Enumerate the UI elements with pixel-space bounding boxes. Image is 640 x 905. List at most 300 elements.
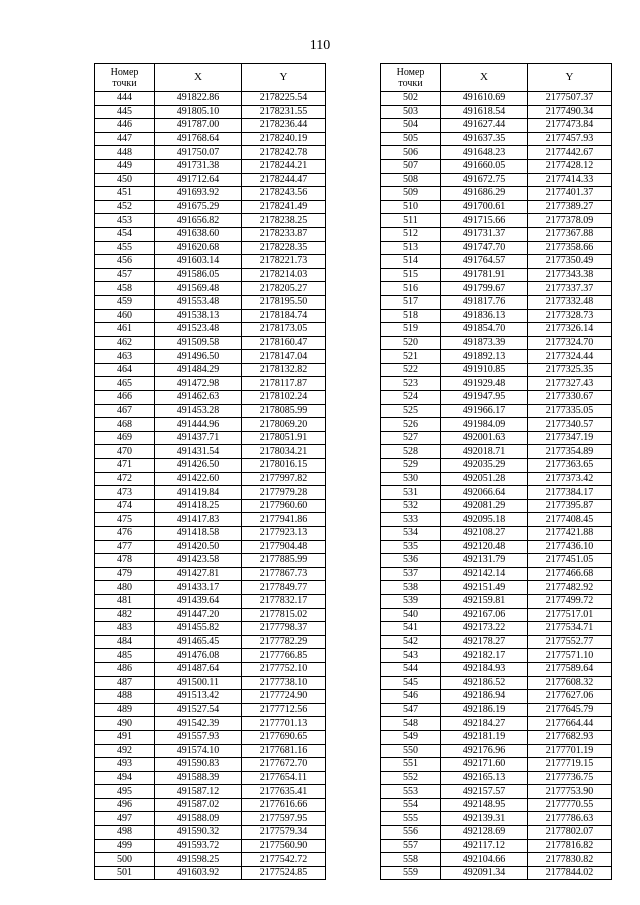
table-row [381,404,612,418]
x-coordinate-cell: 491484.29 [155,363,242,377]
x-coordinate-cell: 491453.28 [155,404,242,418]
y-coordinate-cell: 2177324.70 [528,336,612,350]
x-coordinate-cell: 491500.11 [155,676,242,690]
point-number-cell: 456 [95,255,155,269]
x-coordinate-cell: 491731.38 [155,159,242,173]
y-coordinate-cell: 2177770.55 [528,798,612,812]
y-coordinate-cell: 2178214.03 [242,268,326,282]
y-coordinate-cell: 2177457.93 [528,132,612,146]
table-row [381,431,612,445]
point-number-cell: 498 [95,826,155,840]
y-coordinate-cell: 2177335.05 [528,404,612,418]
point-number-cell: 553 [381,785,441,799]
point-number-cell: 465 [95,377,155,391]
point-number-cell: 500 [95,853,155,867]
x-coordinate-cell: 492066.64 [441,486,528,500]
point-number-cell: 494 [95,771,155,785]
table-row [95,431,326,445]
point-number-cell: 457 [95,268,155,282]
table-row [95,336,326,350]
x-coordinate-cell: 491431.54 [155,445,242,459]
point-number-cell: 469 [95,431,155,445]
point-number-cell: 467 [95,404,155,418]
point-number-cell: 511 [381,214,441,228]
x-coordinate-cell: 491476.08 [155,649,242,663]
table-row [95,826,326,840]
table-row [381,567,612,581]
table-row [381,295,612,309]
table-row [381,132,612,146]
y-coordinate-cell: 2177635.41 [242,785,326,799]
point-number-cell: 463 [95,350,155,364]
y-coordinate-cell: 2177358.66 [528,241,612,255]
table-row [381,445,612,459]
table-row [95,499,326,513]
y-coordinate-cell: 2178243.56 [242,187,326,201]
table-row [95,690,326,704]
x-coordinate-cell: 491420.50 [155,540,242,554]
y-coordinate-cell: 2178244.21 [242,159,326,173]
table-row [95,159,326,173]
table-row [95,214,326,228]
x-coordinate-cell: 491750.07 [155,146,242,160]
point-number-cell: 501 [95,866,155,880]
y-coordinate-cell: 2178117.87 [242,377,326,391]
x-coordinate-cell: 492171.60 [441,758,528,772]
table-row [381,323,612,337]
table-row [381,227,612,241]
y-coordinate-cell: 2177844.02 [528,866,612,880]
table-row [381,268,612,282]
point-number-cell: 514 [381,255,441,269]
point-number-cell: 445 [95,105,155,119]
table-row [95,200,326,214]
x-coordinate-cell: 491693.92 [155,187,242,201]
point-number-cell: 507 [381,159,441,173]
x-coordinate-cell: 491731.37 [441,227,528,241]
y-coordinate-cell: 2177798.37 [242,622,326,636]
x-coordinate-cell: 492139.31 [441,812,528,826]
point-number-cell: 559 [381,866,441,880]
point-number-cell: 506 [381,146,441,160]
point-number-cell: 556 [381,826,441,840]
x-coordinate-cell: 491620.68 [155,241,242,255]
x-coordinate-cell: 492095.18 [441,513,528,527]
y-coordinate-cell: 2177766.85 [242,649,326,663]
x-coordinate-cell: 491586.05 [155,268,242,282]
x-coordinate-cell: 491712.64 [155,173,242,187]
x-coordinate-cell: 491433.17 [155,581,242,595]
y-coordinate-cell: 2178236.44 [242,119,326,133]
point-number-header-line2: точки [398,77,423,89]
x-coordinate-cell: 492165.13 [441,771,528,785]
y-coordinate-cell: 2177815.02 [242,608,326,622]
x-coordinate-cell: 492173.22 [441,622,528,636]
y-coordinate-cell: 2178240.19 [242,132,326,146]
x-coordinate-cell: 491610.69 [441,92,528,106]
y-coordinate-cell: 2177579.34 [242,826,326,840]
x-coordinate-cell: 491590.32 [155,826,242,840]
point-number-cell: 491 [95,730,155,744]
table-row [381,608,612,622]
table-row [95,866,326,880]
x-coordinate-cell: 492148.95 [441,798,528,812]
x-coordinate-cell: 492159.81 [441,594,528,608]
x-coordinate-cell: 491462.63 [155,391,242,405]
y-coordinate-cell: 2178173.05 [242,323,326,337]
point-number-cell: 497 [95,812,155,826]
point-number-cell: 452 [95,200,155,214]
table-row [381,377,612,391]
table-row [95,295,326,309]
x-coordinate-cell: 492091.34 [441,866,528,880]
x-coordinate-cell: 492182.17 [441,649,528,663]
table-row [95,730,326,744]
y-coordinate-cell: 2177941.86 [242,513,326,527]
y-coordinate-cell: 2177367.88 [528,227,612,241]
table-row [381,241,612,255]
y-coordinate-cell: 2177712.56 [242,703,326,717]
point-number-header [381,64,441,92]
x-coordinate-cell: 491787.00 [155,119,242,133]
y-coordinate-cell: 2177786.63 [528,812,612,826]
x-coordinate-cell: 491747.70 [441,241,528,255]
point-number-cell: 480 [95,581,155,595]
table-row [381,758,612,772]
x-coordinate-cell: 491419.84 [155,486,242,500]
point-number-cell: 548 [381,717,441,731]
point-number-cell: 499 [95,839,155,853]
table-row [381,866,612,880]
point-number-cell: 449 [95,159,155,173]
point-number-cell: 522 [381,363,441,377]
y-coordinate-cell: 2177325.35 [528,363,612,377]
y-header: Y [528,64,612,92]
point-number-cell: 450 [95,173,155,187]
table-row [381,459,612,473]
x-coordinate-cell: 491417.83 [155,513,242,527]
x-coordinate-cell: 491603.92 [155,866,242,880]
table-row [381,513,612,527]
y-coordinate-cell: 2177979.28 [242,486,326,500]
table-row [95,486,326,500]
y-coordinate-cell: 2177428.12 [528,159,612,173]
table-row [95,676,326,690]
y-coordinate-cell: 2177997.82 [242,472,326,486]
point-number-cell: 544 [381,662,441,676]
point-number-cell: 461 [95,323,155,337]
x-coordinate-cell: 491947.95 [441,391,528,405]
point-number-cell: 529 [381,459,441,473]
x-coordinate-cell: 491700.61 [441,200,528,214]
x-coordinate-cell: 492167.06 [441,608,528,622]
x-coordinate-cell: 492051.28 [441,472,528,486]
point-number-cell: 538 [381,581,441,595]
point-number-cell: 495 [95,785,155,799]
x-coordinate-cell: 491418.58 [155,527,242,541]
point-number-cell: 477 [95,540,155,554]
table-row [95,554,326,568]
y-coordinate-cell: 2177802.07 [528,826,612,840]
table-row [95,445,326,459]
y-coordinate-cell: 2178132.82 [242,363,326,377]
point-number-cell: 454 [95,227,155,241]
table-body [95,92,326,880]
y-coordinate-cell: 2177517.01 [528,608,612,622]
point-number-cell: 513 [381,241,441,255]
table-row [381,146,612,160]
y-coordinate-cell: 2178147.04 [242,350,326,364]
table-row [381,649,612,663]
x-coordinate-cell: 492186.19 [441,703,528,717]
x-coordinate-cell: 492035.29 [441,459,528,473]
table-row [95,350,326,364]
table-row [95,513,326,527]
point-number-cell: 466 [95,391,155,405]
x-coordinate-cell: 491557.93 [155,730,242,744]
y-coordinate-cell: 2177904.48 [242,540,326,554]
y-coordinate-cell: 2178160.47 [242,336,326,350]
point-number-cell: 518 [381,309,441,323]
coordinates-table-right [380,63,612,880]
y-coordinate-cell: 2178225.54 [242,92,326,106]
table-row [95,839,326,853]
x-coordinate-cell: 492120.48 [441,540,528,554]
point-number-cell: 447 [95,132,155,146]
y-coordinate-cell: 2177552.77 [528,635,612,649]
y-coordinate-cell: 2177701.19 [528,744,612,758]
y-coordinate-cell: 2177923.13 [242,527,326,541]
y-coordinate-cell: 2177326.14 [528,323,612,337]
y-coordinate-cell: 2177337.37 [528,282,612,296]
table-row [381,812,612,826]
point-number-cell: 557 [381,839,441,853]
y-coordinate-cell: 2177327.43 [528,377,612,391]
y-coordinate-cell: 2178051.91 [242,431,326,445]
point-number-header-line1: Номер [396,66,425,78]
x-coordinate-cell: 491593.72 [155,839,242,853]
y-coordinate-cell: 2177616.66 [242,798,326,812]
x-coordinate-cell: 491603.14 [155,255,242,269]
point-number-cell: 549 [381,730,441,744]
x-coordinate-cell: 491513.42 [155,690,242,704]
point-number-cell: 508 [381,173,441,187]
table-row [95,567,326,581]
point-number-cell: 525 [381,404,441,418]
table-row [381,527,612,541]
table-row [95,717,326,731]
x-coordinate-cell: 491588.09 [155,812,242,826]
y-coordinate-cell: 2177378.09 [528,214,612,228]
table-row [381,105,612,119]
table-header-row [381,64,612,92]
x-coordinate-cell: 491910.85 [441,363,528,377]
x-coordinate-cell: 491675.29 [155,200,242,214]
y-coordinate-cell: 2178195.50 [242,295,326,309]
point-number-cell: 550 [381,744,441,758]
table-row [381,635,612,649]
x-coordinate-cell: 492178.27 [441,635,528,649]
point-number-cell: 524 [381,391,441,405]
x-coordinate-cell: 491627.44 [441,119,528,133]
y-coordinate-cell: 2177738.10 [242,676,326,690]
table-row [95,798,326,812]
point-number-cell: 539 [381,594,441,608]
y-coordinate-cell: 2177682.93 [528,730,612,744]
table-row [381,703,612,717]
x-coordinate-cell: 491423.58 [155,554,242,568]
table-row [381,309,612,323]
table-row [95,459,326,473]
point-number-cell: 547 [381,703,441,717]
point-number-cell: 486 [95,662,155,676]
point-number-cell: 471 [95,459,155,473]
x-coordinate-cell: 492181.19 [441,730,528,744]
x-coordinate-cell: 492157.57 [441,785,528,799]
y-coordinate-cell: 2177690.65 [242,730,326,744]
x-coordinate-cell: 491929.48 [441,377,528,391]
point-number-cell: 470 [95,445,155,459]
x-coordinate-cell: 491523.48 [155,323,242,337]
x-coordinate-cell: 492176.96 [441,744,528,758]
table-row [95,649,326,663]
y-coordinate-cell: 2177724.90 [242,690,326,704]
y-coordinate-cell: 2177473.84 [528,119,612,133]
table-row [381,418,612,432]
x-coordinate-cell: 491836.13 [441,309,528,323]
y-coordinate-cell: 2177719.15 [528,758,612,772]
point-number-cell: 474 [95,499,155,513]
table-row [381,200,612,214]
y-coordinate-cell: 2177816.82 [528,839,612,853]
point-number-cell: 517 [381,295,441,309]
table-row [95,105,326,119]
y-coordinate-cell: 2177654.11 [242,771,326,785]
table-row [381,214,612,228]
x-coordinate-cell: 492131.79 [441,554,528,568]
table-row [95,173,326,187]
x-coordinate-cell: 491496.50 [155,350,242,364]
table-row [95,404,326,418]
point-number-cell: 462 [95,336,155,350]
table-row [95,377,326,391]
x-coordinate-cell: 492142.14 [441,567,528,581]
x-coordinate-cell: 491768.64 [155,132,242,146]
x-coordinate-cell: 491817.76 [441,295,528,309]
x-coordinate-cell: 491656.82 [155,214,242,228]
table-row [95,146,326,160]
point-number-cell: 458 [95,282,155,296]
point-number-cell: 487 [95,676,155,690]
y-coordinate-cell: 2178241.49 [242,200,326,214]
y-coordinate-cell: 2177560.90 [242,839,326,853]
table-row [95,418,326,432]
x-coordinate-cell: 491822.86 [155,92,242,106]
y-coordinate-cell: 2178102.24 [242,391,326,405]
y-coordinate-cell: 2177524.85 [242,866,326,880]
y-coordinate-cell: 2177343.38 [528,268,612,282]
x-coordinate-cell: 491799.67 [441,282,528,296]
y-coordinate-cell: 2177753.90 [528,785,612,799]
x-coordinate-cell: 491587.12 [155,785,242,799]
y-coordinate-cell: 2177340.57 [528,418,612,432]
table-row [95,662,326,676]
y-coordinate-cell: 2177627.06 [528,690,612,704]
point-number-cell: 492 [95,744,155,758]
table-row [95,132,326,146]
table-row [381,391,612,405]
point-number-cell: 483 [95,622,155,636]
x-coordinate-cell: 491527.54 [155,703,242,717]
table-row [381,173,612,187]
x-coordinate-cell: 491542.39 [155,717,242,731]
point-number-cell: 446 [95,119,155,133]
y-coordinate-cell: 2178244.47 [242,173,326,187]
point-number-cell: 542 [381,635,441,649]
x-coordinate-cell: 491637.35 [441,132,528,146]
table-row [381,350,612,364]
table-row [381,853,612,867]
point-number-cell: 528 [381,445,441,459]
table-row [95,92,326,106]
x-coordinate-cell: 491984.09 [441,418,528,432]
x-coordinate-cell: 491764.57 [441,255,528,269]
y-coordinate-cell: 2177332.48 [528,295,612,309]
point-number-cell: 455 [95,241,155,255]
table-row [95,255,326,269]
y-coordinate-cell: 2177401.37 [528,187,612,201]
y-coordinate-cell: 2178233.87 [242,227,326,241]
y-coordinate-cell: 2177681.16 [242,744,326,758]
x-coordinate-cell: 491686.29 [441,187,528,201]
table-row [95,744,326,758]
y-header: Y [242,64,326,92]
y-coordinate-cell: 2177421.88 [528,527,612,541]
x-coordinate-cell: 491892.13 [441,350,528,364]
table-row [381,744,612,758]
table-row [95,391,326,405]
table-row [381,499,612,513]
y-coordinate-cell: 2177482.92 [528,581,612,595]
table-row [95,241,326,255]
y-coordinate-cell: 2177782.29 [242,635,326,649]
y-coordinate-cell: 2177414.33 [528,173,612,187]
point-number-cell: 460 [95,309,155,323]
x-coordinate-cell: 491587.02 [155,798,242,812]
table-row [95,268,326,282]
x-coordinate-cell: 492108.27 [441,527,528,541]
point-number-cell: 473 [95,486,155,500]
y-coordinate-cell: 2178016.15 [242,459,326,473]
table-row [381,717,612,731]
point-number-cell: 509 [381,187,441,201]
table-row [95,771,326,785]
x-coordinate-cell: 491638.60 [155,227,242,241]
point-number-cell: 545 [381,676,441,690]
point-number-cell: 541 [381,622,441,636]
table-row [381,554,612,568]
y-coordinate-cell: 2177347.19 [528,431,612,445]
point-number-cell: 468 [95,418,155,432]
table-row [95,853,326,867]
table-row [95,540,326,554]
point-number-cell: 532 [381,499,441,513]
coordinates-table-left [94,63,326,880]
point-number-cell: 536 [381,554,441,568]
table-row [381,282,612,296]
x-coordinate-cell: 491672.75 [441,173,528,187]
point-number-cell: 490 [95,717,155,731]
